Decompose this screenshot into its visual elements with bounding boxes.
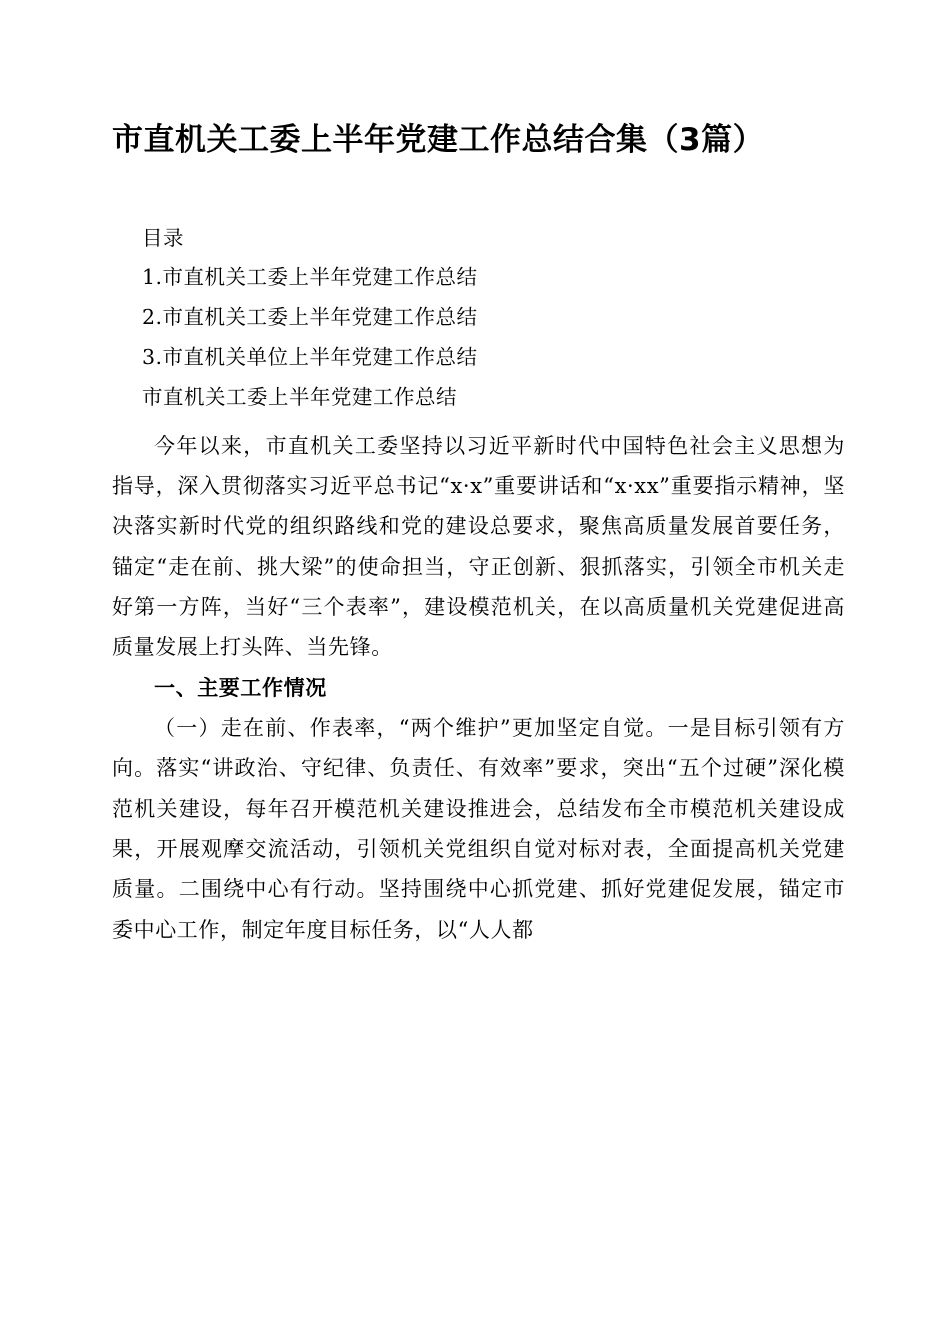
toc-heading: 目录	[142, 225, 184, 250]
toc-item-1[interactable]: 1.市直机关工委上半年党建工作总结	[142, 264, 478, 289]
page-title: 市直机关工委上半年党建工作总结合集（3篇）	[112, 122, 765, 158]
body-paragraph-2: （一）走在前、作表率，“两个维护”更加坚定自觉。一是目标引领有方向。落实“讲政治、守纪律、负责任、有效率”要求，突出“五个过硬”深化模范机关建设，每年召开模范机关建设推进会，总结发布全市模范机关建设成果，开展观摩交流活动，引领机关党组织自觉对标对表，全面提高机关党建质量。二围绕中心有行动。坚持围绕中心抓党建、抓好党建促发展，锚定市委中心工作，制定年度目标任务，以“人人都	[112, 715, 845, 942]
heading-main-work: 一、主要工作情况	[154, 674, 327, 700]
body-paragraph-1: 今年以来，市直机关工委坚持以习近平新时代中国特色社会主义思想为指导，深入贯彻落实习近平总书记“x·x”重要讲话和“x·xx”重要指示精神，坚决落实新时代党的组织路线和党的建设总要求，聚焦高质量发展首要任务，锚定“走在前、挑大梁”的使命担当，守正创新、狠抓落实，引领全市机关走好第一方阵，当好“三个表率”，建设模范机关，在以高质量机关党建促进高质量发展上打头阵、当先锋。	[112, 433, 845, 660]
table-of-contents	[112, 219, 845, 378]
toc-item-3[interactable]: 3.市直机关单位上半年党建工作总结	[142, 344, 478, 369]
spacer	[112, 418, 845, 426]
section-title: 市直机关工委上半年党建工作总结	[142, 384, 457, 409]
toc-item-2[interactable]: 2.市直机关工委上半年党建工作总结	[142, 304, 478, 329]
